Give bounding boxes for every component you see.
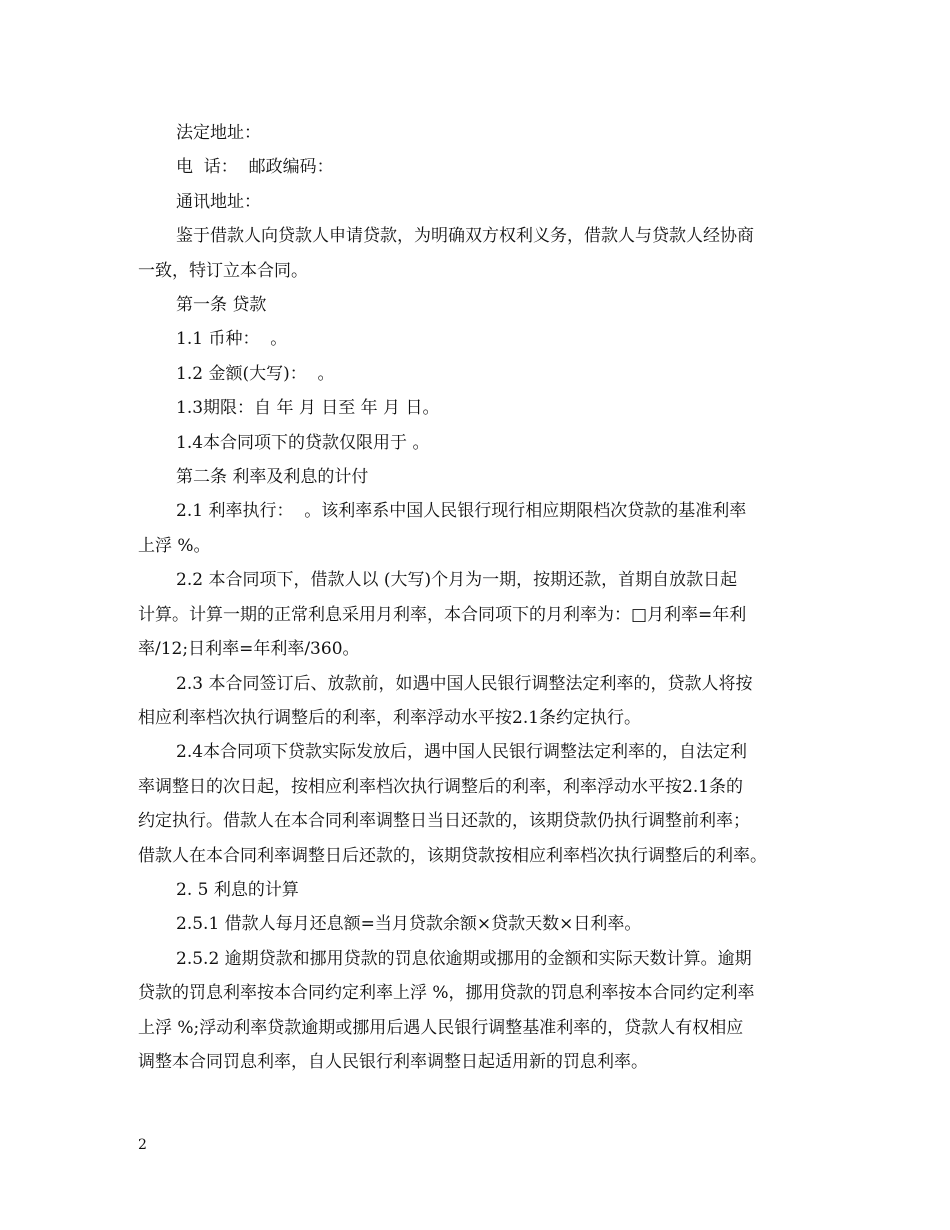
page-number: 2 (138, 1137, 147, 1153)
paragraph (138, 494, 818, 563)
text-line: 2.1 利率执行： 。该利率系中国人民银行现行相应期限档次贷款的基准利率 (176, 501, 747, 522)
paragraph (138, 563, 818, 666)
text-line: 约定执行。借款人在本合同利率调整日当日还款的，该期贷款仍执行调整前利率； (138, 811, 750, 832)
text-line: 贷款的罚息利率按本合同约定利率上浮 %，挪用贷款的罚息利率按本合同约定利率 (138, 983, 755, 1004)
paragraph (138, 735, 818, 873)
paragraph (138, 426, 818, 460)
text-line: 借款人在本合同利率调整日后还款的，该期贷款按相应利率档次执行调整后的利率。 (138, 845, 767, 866)
text-line: 法定地址： (176, 123, 261, 143)
paragraph (138, 322, 818, 356)
text-line: 率调整日的次日起，按相应利率档次执行调整后的利率，利率浮动水平按2.1条的 (138, 776, 744, 797)
paragraph (138, 942, 818, 1080)
text-line: 率/12;日利率=年利率/360。 (138, 639, 360, 660)
paragraph (138, 667, 818, 736)
text-line: 通讯地址： (176, 191, 261, 212)
paragraph (138, 219, 818, 288)
text-line: 2.3 本合同签订后、放款前，如遇中国人民银行调整法定利率的，贷款人将按 (176, 673, 753, 694)
text-line: 相应利率档次执行调整后的利率，利率浮动水平按2.1条约定执行。 (138, 707, 642, 728)
text-line: 1.2 金额(大写)： 。 (176, 363, 335, 384)
paragraph (138, 116, 818, 150)
text-line: 鉴于借款人向贷款人申请贷款，为明确双方权利义务，借款人与贷款人经协商 (176, 226, 754, 247)
text-line: 2.4本合同项下贷款实际发放后，遇中国人民银行调整法定利率的，自法定利 (176, 742, 748, 763)
paragraph (138, 185, 818, 219)
text-line: 2. 5 利息的计算 (176, 879, 299, 900)
text-line: 1.3期限：自 年 月 日至 年 月 日。 (176, 398, 440, 419)
text-line: 2.5.2 逾期贷款和挪用贷款的罚息依逾期或挪用的金额和实际天数计算。逾期 (176, 948, 752, 969)
document-body (138, 116, 818, 1079)
text-line: 2.2 本合同项下，借款人以 (大写)个月为一期，按期还款，首期自放款日起 (176, 570, 738, 591)
text-line: 一致，特订立本合同。 (138, 260, 308, 281)
text-line: 上浮 %;浮动利率贷款逾期或挪用后遇人民银行调整基准利率的，贷款人有权相应 (138, 1017, 744, 1038)
text-line: 计算。计算一期的正常利息采用月利率，本合同项下的月利率为：□月利率=年利 (138, 604, 747, 625)
paragraph (138, 288, 818, 322)
text-line: 第二条 利率及利息的计付 (176, 467, 369, 488)
paragraph (138, 907, 818, 941)
text-line: 2.5.1 借款人每月还息额=当月贷款余额×贷款天数×日利率。 (176, 914, 642, 935)
text-line: 1.4本合同项下的贷款仅限用于 。 (176, 432, 430, 453)
paragraph (138, 357, 818, 391)
text-line: 电 话： 邮政编码： (176, 157, 334, 178)
text-line: 1.1 币种： 。 (176, 329, 288, 350)
paragraph (138, 391, 818, 425)
text-line: 上浮 %。 (138, 535, 211, 556)
paragraph (138, 873, 818, 907)
paragraph (138, 460, 818, 494)
text-line: 调整本合同罚息利率，自人民银行利率调整日起适用新的罚息利率。 (138, 1051, 648, 1072)
text-line: 第一条 贷款 (176, 295, 267, 316)
paragraph (138, 150, 818, 184)
